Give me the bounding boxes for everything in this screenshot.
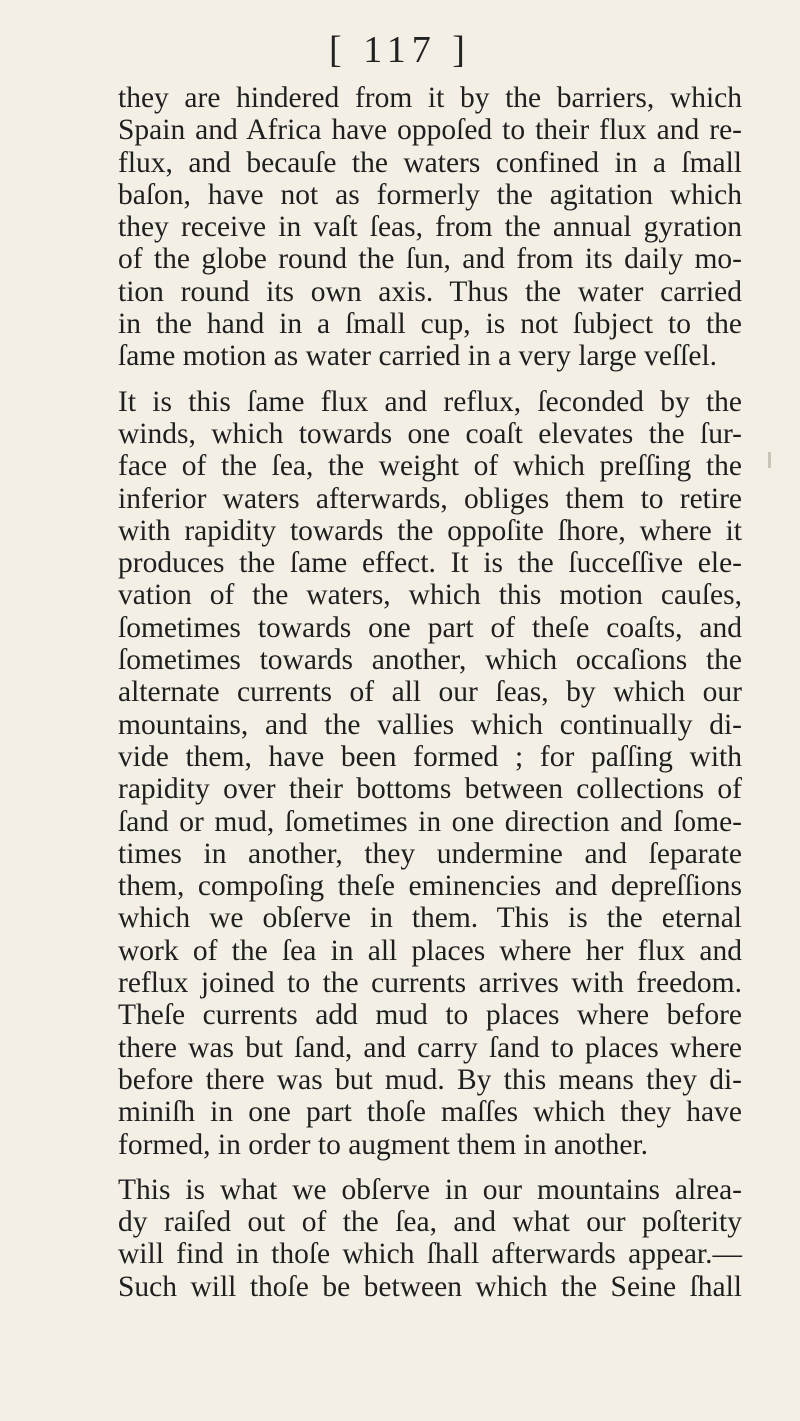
paragraph-1 [118, 82, 742, 373]
text-line: of the globe round the ſun, and from its daily mo- [118, 243, 742, 276]
text-line: in the hand in a ſmall cup, is not ſubject to the [118, 308, 742, 341]
text-line: Theſe currents add mud to places where before [118, 999, 742, 1032]
text-line: ſand or mud, ſometimes in one direction and ſome- [118, 805, 742, 838]
text-line: before there was but mud. By this means they di- [118, 1063, 742, 1096]
text-line: baſon, have not as formerly the agitation which [118, 178, 742, 211]
text-line: rapidity over their bottoms between collections of [118, 773, 742, 806]
text-line: vation of the waters, which this motion cauſes, [118, 579, 742, 612]
text-line: which we obſerve in them. This is the eternal [118, 902, 742, 935]
text-line: work of the ſea in all places where her flux and [118, 934, 742, 967]
text-line: will find in thoſe which ſhall afterwards appear.— [118, 1238, 742, 1271]
text-line: It is this ſame flux and reflux, ſeconded by the [118, 385, 742, 418]
text-line: times in another, they undermine and ſeparate [118, 837, 742, 870]
text-line: dy raiſed out of the ſea, and what our poſterity [118, 1206, 742, 1239]
text-line: Such will thoſe be between which the Seine ſhall [118, 1270, 742, 1303]
text-line: ſame motion as water carried in a very large veſſel. [118, 340, 718, 373]
text-line: produces the ſame effect. It is the ſucceſſive ele- [118, 547, 742, 580]
paragraph-2 [118, 386, 742, 1161]
text-line: ſometimes towards another, which occaſions the [118, 644, 742, 677]
page-number: [ 117 ] [329, 29, 471, 71]
text-line: tion round its own axis. Thus the water carried [118, 275, 742, 308]
text-line: face of the ſea, the weight of which preſſing the [118, 450, 742, 483]
text-line: inferior waters afterwards, obliges them to retire [118, 482, 742, 515]
paragraph-gap [118, 373, 742, 386]
text-line: mountains, and the vallies which continually di- [118, 708, 742, 741]
text-line: reflux joined to the currents arrives with freedom. [118, 967, 742, 1000]
text-line: formed, in order to augment them in another. [118, 1128, 649, 1161]
text-line: alternate currents of all our ſeas, by which our [118, 676, 742, 709]
text-line: there was but ſand, and carry ſand to places where [118, 1031, 742, 1064]
text-line: vide them, have been formed ; for paſſing with [118, 740, 742, 773]
margin-mark [768, 452, 771, 468]
text-line: they receive in vaſt ſeas, from the annual gyration [118, 211, 742, 244]
text-line: winds, which towards one coaſt elevates the ſur- [118, 417, 742, 450]
text-line: they are hindered from it by the barriers, which [118, 82, 742, 114]
text-line: ſometimes towards one part of theſe coaſts, and [118, 611, 742, 644]
paragraph-gap [118, 1161, 742, 1174]
text-line: with rapidity towards the oppoſite ſhore, where it [118, 514, 742, 547]
text-line: Spain and Africa have oppoſed to their flux and re- [118, 114, 742, 147]
text-line: This is what we obſerve in our mountains alrea- [118, 1173, 742, 1206]
text-line: flux, and becauſe the waters confined in a ſmall [118, 146, 742, 179]
body-text [118, 82, 742, 1303]
text-line: miniſh in one part thoſe maſſes which they have [118, 1096, 742, 1129]
text-line: them, compoſing theſe eminencies and depreſſions [118, 870, 742, 903]
paragraph-3 [118, 1174, 742, 1303]
